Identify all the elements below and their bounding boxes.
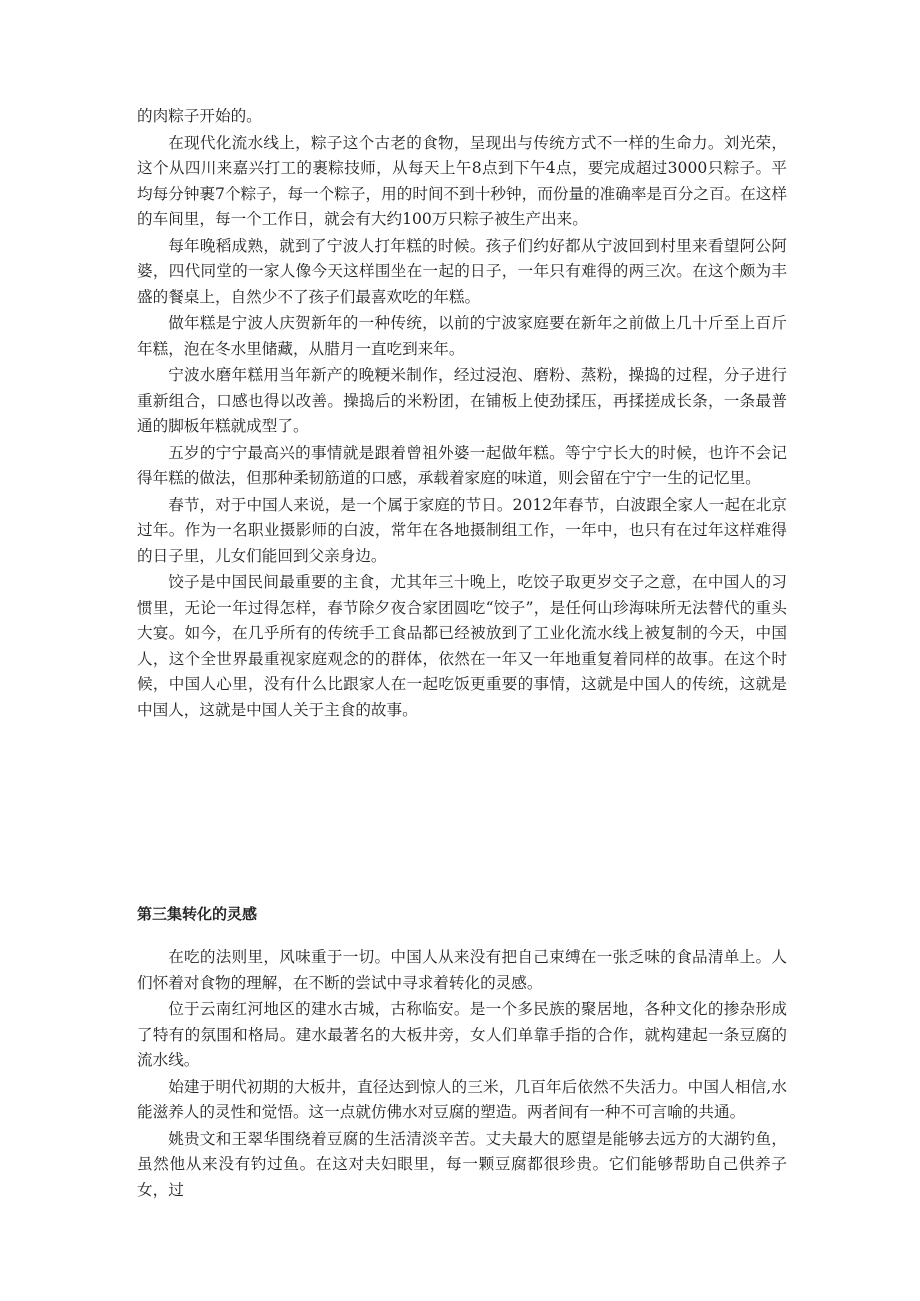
bottom-text-block	[137, 945, 787, 1203]
paragraph-zongzi-production: 在现代化流水线上，粽子这个古老的食物，呈现出与传统方式不一样的生命力。刘光荣，这个从四川来嘉兴打工的裹粽技师，从每天上午8点到下午4点，要完成超过3000只粽子。平均每分钟裹7个粽子，每一个粽子，用的时间不到十秒钟，而份量的准确率是百分之百。在这样的车间里，每一个工作日，就会有大约100万只粽子被生产出来。	[137, 133, 787, 228]
top-text-block	[137, 104, 787, 723]
paragraph-spring-festival: 春节，对于中国人来说，是一个属于家庭的节日。2012年春节，白波跟全家人一起在北京过年。作为一名职业摄影师的白波，常年在各地摄制组工作，一年中，也只有在过年这样难得的日子里，儿女们能回到父亲身边。	[137, 495, 787, 565]
paragraph-dumplings: 饺子是中国民间最重要的主食，尤其年三十晚上，吃饺子取更岁交子之意，在中国人的习惯里，无论一年过得怎样，春节除夕夜合家团圆吃“饺子”，是任何山珍海味所无法替代的重头大宴。如今，在几乎所有的传统手工食品都已经被放到了工业化流水线上被复制的今天，中国人，这个全世界最重视家庭观念的的群体，依然在一年又一年地重复着同样的故事。在这个时候，中国人心里，没有什么比跟家人在一起吃饭更重要的事情，这就是中国人的传统，这就是中国人，这就是中国人关于主食的故事。	[137, 573, 787, 719]
section-heading: 第三集转化的灵感	[137, 905, 258, 923]
paragraph-flavor: 在吃的法则里，风味重于一切。中国人从来没有把自己束缚在一张乏味的食品清单上。人们怀着对食物的理解，在不断的尝试中寻求着转化的灵感。	[137, 948, 787, 992]
paragraph-jianshui: 位于云南红河地区的建水古城，古称临安。是一个多民族的聚居地，各种文化的掺杂形成了特有的氛围和格局。建水最著名的大板井旁，女人们单靠手指的合作，就构建起一条豆腐的流水线。	[137, 1000, 787, 1069]
paragraph-dabanjing: 始建于明代初期的大板井，直径达到惊人的三米，几百年后依然不失活力。中国人相信,水能滋养人的灵性和觉悟。这一点就仿佛水对豆腐的塑造。两者间有一种不可言喻的共通。	[137, 1077, 787, 1121]
paragraph-niangao-making: 宁波水磨年糕用当年新产的晚粳米制作，经过浸泡、磨粉、蒸粉，操捣的过程，分子进行重新组合，口感也得以改善。操捣后的米粉团，在铺板上使劲揉压，再揉搓成长条，一条最普通的脚板年糕就成型了。	[137, 366, 787, 435]
paragraph-ningbo-niangao: 每年晚稻成熟，就到了宁波人打年糕的时候。孩子们约好都从宁波回到村里来看望阿公阿婆，四代同堂的一家人像今天这样围坐在一起的日子，一年只有难得的两三次。在这个颇为丰盛的餐桌上，自然少不了孩子们最喜欢吃的年糕。	[137, 236, 787, 306]
paragraph-niangao-tradition: 做年糕是宁波人庆贺新年的一种传统，以前的宁波家庭要在新年之前做上几十斤至上百斤年糕，泡在冬水里储藏，从腊月一直吃到来年。	[137, 314, 787, 358]
paragraph-tofu-couple: 姚贵文和王翠华围绕着豆腐的生活清淡辛苦。丈夫最大的愿望是能够去远方的大湖钓鱼，虽然他从来没有钓过鱼。在这对夫妇眼里，每一颗豆腐都很珍贵。它们能够帮助自己供养子女，过	[137, 1129, 787, 1199]
paragraph-ningning: 五岁的宁宁最高兴的事情就是跟着曾祖外婆一起做年糕。等宁宁长大的时候，也许不会记得年糕的做法，但那种柔韧筋道的口感，承载着家庭的味道，则会留在宁宁一生的记忆里。	[137, 443, 787, 487]
paragraph-continuation: 的肉粽子开始的。	[137, 107, 262, 125]
